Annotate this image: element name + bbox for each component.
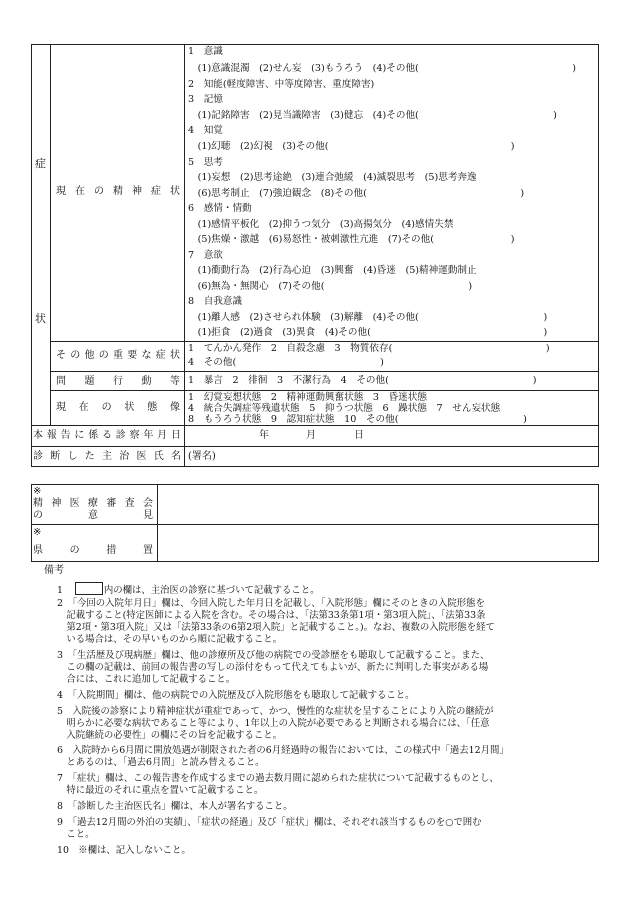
symptom-line: (1)記銘障害 (2)見当識障害 (3)健忘 (4)その他( ) [188,110,557,121]
symptom-line: (1)衝動行為 (2)行為心迫 (3)興奮 (4)昏迷 (5)精神運動制止 [188,265,477,276]
exam-date-month[interactable]: 月 [306,430,316,441]
side-label-bottom: 状 [35,312,46,325]
exam-date-day[interactable]: 日 [354,430,364,441]
note-line: 明らかに必要な病状であること等により、1年以上の入院が必要であると判断される場合には、「任意 [57,718,490,729]
problem-behavior-label: 問 題 行 動 等 [56,376,180,387]
notes-title: 備考 [44,565,64,576]
note-line: とあるのは、「過去6月間」と読み替えること。 [57,757,265,768]
symptom-line: 2 知能(軽度障害、中等度障害、重度障害) [188,79,375,90]
row-divider [31,446,599,447]
note-line: 6 入院時から6月間に開放処遇が制限された者の6月経過時の報告においては、この様式中「過去12月間」 [57,745,509,756]
note-line: 合には、これに追加して記載すること。 [57,674,236,685]
row-divider [50,341,599,342]
other-symptoms-line: 4 その他( ) [188,357,384,368]
symptom-line: 3 記憶 [188,94,223,105]
symptom-line: (1)妄想 (2)思考途絶 (3)連合弛緩 (4)滅裂思考 (5)思考奔逸 [188,172,477,183]
label-column-divider [184,44,185,467]
note-line: 記載すること(特定医師による入院を含む。その場合は、「法第33条第1項・第3項入院」、「法第33条 [57,610,486,621]
other-symptoms-label: そ の 他 の 重 要 な 症 状 [56,350,180,361]
note-line: 第2項・第3項入院」又は「法第33条の6第2項入院」と記載すること。)。なお、複数の入院形態を経て [57,622,495,633]
note-line: 2 「今回の入院年月日」欄は、今回入院した年月日を記載し、「入院形態」欄にそのときの入院形態を [57,598,485,609]
symptom-line: (1)意識混濁 (2)せん妄 (3)もうろう (4)その他( ) [188,63,577,74]
problem-behavior-line: 1 暴言 2 徘徊 3 不潔行為 4 その他( ) [188,375,537,386]
symptom-line: (6)思考制止 (7)強迫観念 (8)その他( ) [188,188,525,199]
exam-date-label: 本 報 告 に 係 る 診 察 年 月 日 [33,430,181,441]
current-state-line: 1 幻覚妄想状態 2 精神運動興奮状態 3 昏迷状態 [188,392,427,403]
note-line: いる場合は、その早いものから順に記載すること。 [57,634,283,645]
review-mark: ※ [33,486,42,497]
current-state-line: 8 もうろう状態 9 認知症状態 10 その他( ) [188,414,527,425]
note-line: こと。 [57,829,95,840]
prefecture-mark: ※ [33,527,42,538]
note-line-1: 1 内の欄は、主治医の診察に基づいて記載すること。 [57,582,320,597]
note-line: 3 「生活歴及び現病歴」欄は、他の診療所及び他の病院での受診歴をも聴取して記載すること。また、 [57,650,490,661]
review-column-divider [157,484,158,562]
exam-date-year[interactable]: 年 [259,430,269,441]
note-line: 10 ※欄は、記入しないこと。 [57,845,191,856]
row-divider [50,390,599,391]
symptom-line: (6)無為・無関心 (7)その他( ) [188,281,473,292]
symptom-line: (1)離人感 (2)させられ体験 (3)解離 (4)その他( ) [188,312,548,323]
note-line: 8 「診断した主治医氏名」欄は、本人が署名すること。 [57,801,293,812]
review-board-label-2: の 意 見 [33,510,153,521]
prefecture-label: 県 の 措 置 [33,545,153,556]
current-state-line: 4 統合失調症等残遺状態 5 抑うつ状態 6 躁状態 7 せん妄状態 [188,403,501,414]
note-line: 7 「症状」欄は、この報告書を作成するまでの過去数月間に認められた症状について記載するものとし、 [57,773,499,784]
review-board-label-1: 精 神 医 療 審 査 会 [33,498,153,509]
symptom-line: (1)拒食 (2)過食 (3)異食 (4)その他( ) [188,327,548,338]
note-line: 入院継続の必要性」の欄にその旨を記載すること。 [57,730,283,741]
symptom-line: (5)焦燥・激越 (6)易怒性・被刺激性亢進 (7)その他( ) [188,234,515,245]
note-line: 5 入院後の診察により精神症状が重症であって、かつ、慢性的な症状を呈することにより入院の継続が [57,706,494,717]
note-line: 4 「入院期間」欄は、他の病院での入院歴及び入院形態をも聴取して記載すること。 [57,690,415,701]
note-line: 特に最近のそれに重点を置いて記載すること。 [57,785,264,796]
row-divider [31,524,599,525]
symptom-line: 6 感情・情動 [188,203,252,214]
symptom-line: (1)幻聴 (2)幻視 (3)その他( ) [188,141,515,152]
symptom-line: 7 意欲 [188,250,223,261]
symptom-line: 8 自我意識 [188,296,243,307]
row-divider [50,371,599,372]
doctor-name-label: 診 断 し た 主 治 医 氏 名 [33,451,181,462]
filled-field-example-box [75,582,103,595]
doctor-signature-field[interactable]: (署名) [188,451,216,462]
other-symptoms-line: 1 てんかん発作 2 自殺念慮 3 物質依存( ) [188,343,550,354]
symptom-line: 1 意識 [188,46,223,57]
symptom-line: (1)感情平板化 (2)抑うつ気分 (3)高揚気分 (4)感情失禁 [188,219,454,230]
side-column-divider [50,44,51,425]
current-symptoms-label: 現 在 の 精 神 症 状 [56,186,180,197]
symptom-line: 5 思考 [188,157,223,168]
current-state-label: 現 在 の 状 態 像 [56,402,180,413]
note-line: この欄の記載は、前回の報告書の写しの添付をもって代えてもよいが、新たに判明した事実がある場 [57,662,489,673]
note-line: 9 「過去12月間の外泊の実績」、「症状の経過」及び「症状」欄は、それぞれ該当するものを○で囲む [57,817,482,828]
symptom-line: 4 知覚 [188,125,223,136]
side-label-top: 症 [35,157,46,170]
